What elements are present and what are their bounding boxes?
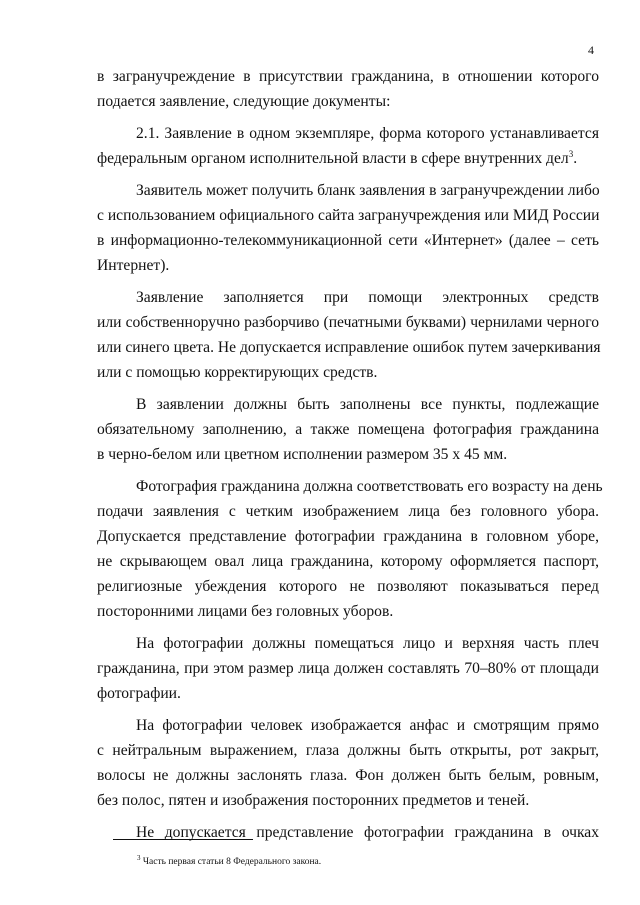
paragraph bbox=[97, 820, 599, 845]
text-line: Допускается представление фотографии гражданина в головном уборе, bbox=[97, 528, 599, 545]
paragraph bbox=[97, 392, 599, 467]
text-line: фотографии. bbox=[97, 685, 181, 702]
paragraph bbox=[97, 64, 599, 114]
paragraph bbox=[97, 474, 603, 624]
footnote-text: Часть первая статьи 8 Федерального закона. bbox=[142, 857, 322, 867]
text-line: религиозные убеждения которого не позволяют показываться перед bbox=[97, 578, 599, 595]
paragraph bbox=[97, 631, 599, 706]
text-line: или синего цвета. Не допускается исправление ошибок путем зачеркивания bbox=[97, 339, 601, 356]
text-line: Не допускается представление фотографии гражданина в очках bbox=[136, 824, 599, 841]
paragraph bbox=[97, 121, 599, 171]
document-body bbox=[97, 64, 603, 852]
text-line-content: федеральным органом исполнительной власти в сфере внутренних дел bbox=[97, 150, 569, 167]
text-line: На фотографии должны помещаться лицо и верхняя часть плеч bbox=[136, 635, 599, 652]
text-line: Заявление заполняется при помощи электронных средств bbox=[136, 289, 599, 306]
text-line: с нейтральным выражением, глаза должны быть открыты, рот закрыт, bbox=[97, 742, 599, 759]
text-line: Интернет). bbox=[97, 257, 170, 274]
text-line: подачи заявления с четким изображением лица без головного убора. bbox=[97, 503, 599, 520]
text-line: в черно-белом или цветном исполнении размером 35 х 45 мм. bbox=[97, 446, 508, 463]
footnote bbox=[137, 853, 322, 867]
text-line: 2.1. Заявление в одном экземпляре, форма которого устанавливается bbox=[136, 125, 599, 142]
page-number: 4 bbox=[588, 43, 594, 57]
text-line: В заявлении должны быть заполнены все пункты, подлежащие bbox=[136, 396, 599, 413]
text-line: или собственноручно разборчиво (печатными буквами) чернилами черного bbox=[97, 314, 599, 331]
text-line: или с помощью корректирующих средств. bbox=[97, 364, 378, 381]
footnote-separator bbox=[113, 839, 253, 840]
text-line: не скрывающем овал лица гражданина, которому оформляется паспорт, bbox=[97, 553, 599, 570]
text-line: подается заявление, следующие документы: bbox=[97, 93, 391, 110]
text-line: без полос, пятен и изображения посторонних предметов и теней. bbox=[97, 792, 530, 809]
text-line: федеральным органом исполнительной власти в сфере внутренних дел$^3$. bbox=[97, 148, 578, 167]
footnote-marker: 3 bbox=[137, 853, 141, 862]
paragraph bbox=[97, 713, 599, 813]
text-line: Заявитель может получить бланк заявления в загранучреждении либо bbox=[136, 182, 600, 199]
text-line: в загранучреждение в присутствии гражданина, в отношении которого bbox=[97, 68, 599, 85]
text-line: в информационно-телекоммуникационной сети «Интернет» (далее – сеть bbox=[97, 232, 599, 249]
text-line: гражданина, при этом размер лица должен составлять 70–80% от площади bbox=[97, 660, 599, 677]
paragraph bbox=[97, 285, 599, 385]
text-line: На фотографии человек изображается анфас и смотрящим прямо bbox=[136, 717, 599, 734]
text-line: с использованием официального сайта загранучреждения или МИД России bbox=[97, 207, 600, 224]
text-line: Фотография гражданина должна соответствовать его возрасту на день bbox=[136, 478, 603, 495]
text-line: обязательному заполнению, а также помещена фотография гражданина bbox=[97, 421, 599, 438]
paragraph bbox=[97, 178, 599, 278]
footnote-ref: 3 bbox=[568, 148, 574, 159]
text-line: посторонними лицами без головных уборов. bbox=[97, 603, 394, 620]
text-line: волосы не должны заслонять глаза. Фон должен быть белым, ровным, bbox=[97, 767, 599, 784]
